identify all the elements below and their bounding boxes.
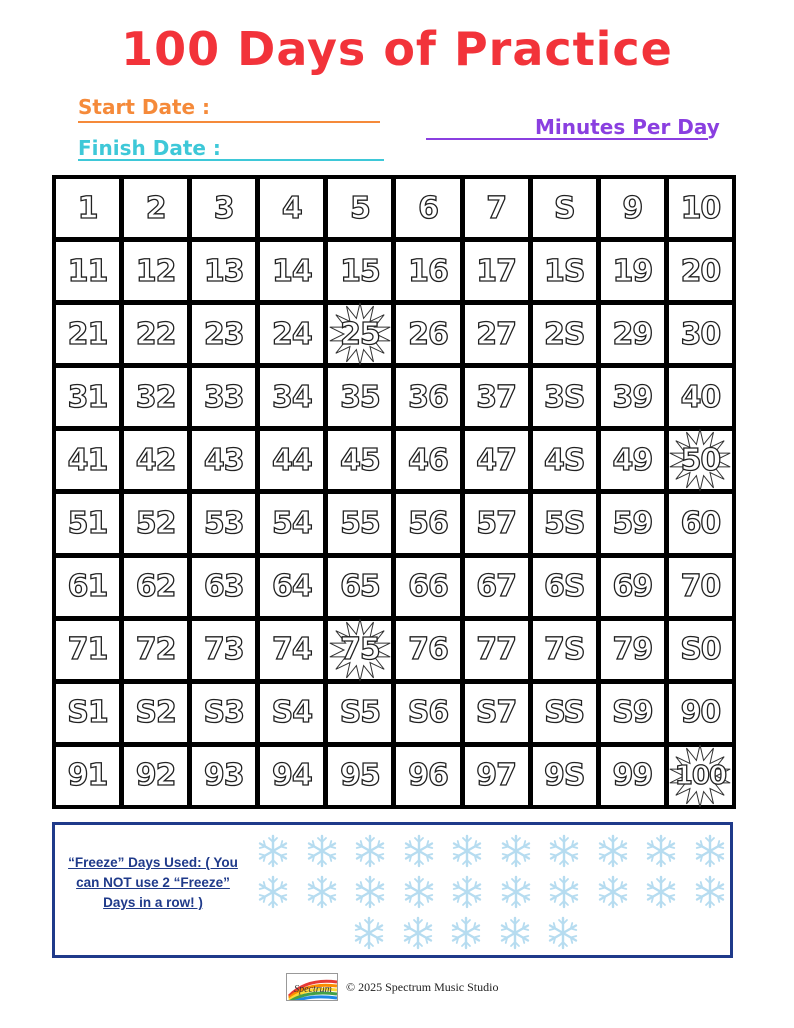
day-number: 71 (67, 632, 108, 668)
day-number: 52 (135, 506, 176, 542)
day-cell[interactable] (56, 747, 119, 805)
snowflake-icon[interactable] (256, 875, 290, 909)
day-cell[interactable] (533, 179, 596, 237)
start-date-label: Start Date : (78, 95, 211, 119)
day-cell[interactable] (669, 494, 732, 552)
snowflake-icon[interactable] (305, 875, 339, 909)
day-number: 21 (67, 316, 108, 352)
day-cell[interactable] (124, 684, 187, 742)
day-cell[interactable] (328, 558, 391, 616)
snowflake-icon[interactable] (693, 875, 727, 909)
day-cell[interactable] (56, 494, 119, 552)
day-cell[interactable] (328, 747, 391, 805)
day-cell[interactable] (192, 179, 255, 237)
day-cell[interactable] (328, 494, 391, 552)
day-number: 50 (680, 442, 721, 478)
day-cell[interactable] (601, 558, 664, 616)
day-number: 59 (612, 506, 653, 542)
day-cell[interactable] (465, 431, 528, 489)
day-number: 47 (476, 442, 517, 478)
snowflake-icon[interactable] (498, 916, 532, 950)
day-number: 9 (622, 190, 643, 226)
day-number: 24 (271, 316, 312, 352)
day-number: 3S (544, 379, 585, 415)
day-number: 13 (203, 253, 244, 289)
day-number: 4 (281, 190, 302, 226)
day-cell[interactable] (124, 368, 187, 426)
day-number: 91 (67, 758, 108, 794)
day-cell[interactable] (260, 558, 323, 616)
freeze-days-text: “Freeze” Days Used: ( You can NOT use 2 “Freeze” Days in a row! ) (68, 855, 238, 910)
day-number: 93 (203, 758, 244, 794)
day-cell[interactable] (601, 242, 664, 300)
snowflake-icon[interactable] (305, 834, 339, 868)
day-cell[interactable] (601, 179, 664, 237)
day-number: 7S (544, 632, 585, 668)
snowflake-icon[interactable] (693, 834, 727, 868)
day-cell[interactable] (260, 621, 323, 679)
day-cell[interactable] (56, 179, 119, 237)
snowflake-icon[interactable] (449, 916, 483, 950)
day-number: 36 (408, 379, 448, 415)
day-cell[interactable] (260, 494, 323, 552)
snowflake-icon[interactable] (596, 875, 630, 909)
day-number: 97 (476, 758, 517, 794)
day-cell[interactable] (192, 621, 255, 679)
day-number: 90 (680, 695, 721, 731)
day-cell[interactable] (533, 242, 596, 300)
day-cell[interactable] (396, 558, 459, 616)
day-number: 61 (67, 569, 108, 605)
day-number: S5 (339, 695, 381, 731)
day-number: 70 (680, 569, 721, 605)
day-cell[interactable] (124, 179, 187, 237)
day-cell[interactable] (396, 494, 459, 552)
day-number: 49 (612, 442, 653, 478)
start-date-line[interactable] (78, 121, 380, 123)
day-cell[interactable] (328, 684, 391, 742)
snowflake-icon[interactable] (547, 834, 581, 868)
day-number: S7 (475, 695, 517, 731)
minutes-per-day-label: Minutes Per Day (535, 115, 720, 139)
day-number: 12 (135, 253, 176, 289)
day-number: 42 (135, 442, 176, 478)
snowflake-icon[interactable] (499, 834, 533, 868)
day-number: S6 (407, 695, 449, 731)
day-cell[interactable] (396, 431, 459, 489)
day-number: S3 (203, 695, 244, 731)
day-number: SS (544, 695, 585, 731)
snowflake-icon[interactable] (644, 834, 678, 868)
day-cell[interactable] (328, 242, 391, 300)
day-number: 79 (612, 632, 653, 668)
day-cell[interactable] (328, 179, 391, 237)
day-cell[interactable] (328, 431, 391, 489)
studio-logo (286, 973, 338, 1001)
day-number: 32 (135, 379, 176, 415)
day-cell[interactable] (192, 368, 255, 426)
day-cell[interactable] (601, 684, 664, 742)
day-number: 57 (476, 506, 517, 542)
day-cell[interactable] (396, 684, 459, 742)
day-cell[interactable] (533, 305, 596, 363)
day-number: 45 (340, 442, 380, 478)
day-cell[interactable] (396, 621, 459, 679)
snowflake-icon[interactable] (353, 875, 387, 909)
day-number: 77 (476, 632, 517, 668)
day-number: 11 (67, 253, 108, 289)
day-number: 26 (408, 316, 448, 352)
snowflake-icon[interactable] (499, 875, 533, 909)
day-number: 43 (203, 442, 244, 478)
logo-text: Spectrum (294, 984, 332, 995)
day-number: 22 (135, 316, 176, 352)
footer (286, 973, 498, 1001)
day-cell[interactable] (601, 431, 664, 489)
day-cell[interactable] (260, 305, 323, 363)
day-number: 30 (680, 316, 721, 352)
day-cell[interactable] (192, 684, 255, 742)
day-number: 5S (544, 506, 585, 542)
snowflake-icon[interactable] (450, 834, 484, 868)
snowflake-icon[interactable] (353, 834, 387, 868)
day-cell[interactable] (601, 368, 664, 426)
day-number: 69 (612, 569, 653, 605)
day-cell[interactable] (328, 368, 391, 426)
day-number: 6S (544, 569, 585, 605)
day-cell[interactable] (465, 305, 528, 363)
day-number: 17 (476, 253, 517, 289)
day-cell[interactable] (192, 242, 255, 300)
day-number: 44 (271, 442, 312, 478)
day-cell[interactable] (56, 431, 119, 489)
snowflake-icon[interactable] (256, 834, 290, 868)
day-cell[interactable] (192, 558, 255, 616)
day-number: 5 (350, 190, 370, 226)
day-number: 37 (476, 379, 517, 415)
day-cell[interactable] (465, 684, 528, 742)
day-number: 2S (544, 316, 585, 352)
day-cell[interactable] (669, 621, 732, 679)
day-cell[interactable] (669, 431, 732, 489)
day-cell[interactable] (533, 431, 596, 489)
day-cell[interactable] (669, 305, 732, 363)
day-cell[interactable] (669, 684, 732, 742)
day-cell[interactable] (124, 305, 187, 363)
day-cell[interactable] (56, 621, 119, 679)
day-cell[interactable] (192, 305, 255, 363)
day-cell[interactable] (465, 621, 528, 679)
day-number: 76 (408, 632, 448, 668)
day-number: 46 (408, 442, 448, 478)
day-number: 23 (203, 316, 244, 352)
day-cell[interactable] (669, 558, 732, 616)
day-number: 16 (408, 253, 448, 289)
day-cell[interactable] (328, 305, 391, 363)
day-number: S2 (135, 695, 176, 731)
day-number: 4S (544, 442, 585, 478)
snowflake-icon[interactable] (596, 834, 630, 868)
day-cell[interactable] (260, 747, 323, 805)
finish-date-line[interactable] (78, 159, 384, 161)
day-number: 35 (340, 379, 380, 415)
day-number: 6 (418, 190, 438, 226)
day-cell[interactable] (192, 431, 255, 489)
day-number: 94 (271, 758, 312, 794)
day-cell[interactable] (260, 242, 323, 300)
day-cell[interactable] (396, 242, 459, 300)
day-number: 25 (340, 316, 380, 352)
day-cell[interactable] (465, 494, 528, 552)
day-cell[interactable] (192, 494, 255, 552)
day-cell[interactable] (396, 747, 459, 805)
day-number: 64 (271, 569, 312, 605)
day-number: 33 (203, 379, 244, 415)
day-cell[interactable] (669, 747, 732, 805)
finish-date-label: Finish Date : (78, 136, 221, 160)
day-cell[interactable] (533, 747, 596, 805)
day-cell[interactable] (260, 368, 323, 426)
day-number: 3 (213, 190, 234, 226)
day-cell[interactable] (669, 242, 732, 300)
day-number: 66 (408, 569, 448, 605)
day-number: 63 (203, 569, 244, 605)
day-cell[interactable] (396, 179, 459, 237)
day-cell[interactable] (533, 558, 596, 616)
day-number: 75 (340, 632, 380, 668)
day-cell[interactable] (533, 494, 596, 552)
day-number: 27 (476, 316, 517, 352)
day-number: 19 (612, 253, 653, 289)
day-cell[interactable] (533, 684, 596, 742)
day-cell[interactable] (260, 179, 323, 237)
day-number: 92 (135, 758, 176, 794)
day-cell[interactable] (124, 431, 187, 489)
day-number: 95 (340, 758, 380, 794)
day-cell[interactable] (601, 621, 664, 679)
rainbow-logo-icon (287, 974, 338, 1001)
day-number: 72 (135, 632, 176, 668)
snowflake-icon[interactable] (352, 916, 386, 950)
day-cell[interactable] (124, 242, 187, 300)
day-number: 54 (271, 506, 312, 542)
day-number: 74 (271, 632, 312, 668)
day-number: 96 (408, 758, 448, 794)
day-number: 62 (135, 569, 176, 605)
page-title: 100 Days of Practice (121, 22, 673, 76)
day-cell[interactable] (601, 747, 664, 805)
day-cell[interactable] (465, 179, 528, 237)
day-cell[interactable] (56, 305, 119, 363)
day-number: S0 (680, 632, 721, 668)
day-number: 9S (544, 758, 585, 794)
day-number: 99 (612, 758, 653, 794)
day-cell[interactable] (533, 368, 596, 426)
day-cell[interactable] (56, 558, 119, 616)
day-number: 1S (544, 253, 585, 289)
day-cell[interactable] (192, 747, 255, 805)
day-cell[interactable] (601, 494, 664, 552)
day-number: 39 (612, 379, 653, 415)
day-number: 2 (145, 190, 166, 226)
day-cell[interactable] (56, 242, 119, 300)
day-number: 67 (476, 569, 517, 605)
practice-grid (52, 175, 736, 809)
day-number: 65 (340, 569, 380, 605)
day-cell[interactable] (124, 558, 187, 616)
day-number: 34 (271, 379, 312, 415)
day-cell[interactable] (328, 621, 391, 679)
day-number: S1 (67, 695, 108, 731)
day-number: S9 (612, 695, 653, 731)
day-cell[interactable] (533, 621, 596, 679)
day-number: 20 (680, 253, 721, 289)
day-cell[interactable] (124, 621, 187, 679)
day-number: 73 (203, 632, 244, 668)
day-number: 41 (67, 442, 108, 478)
day-cell[interactable] (465, 242, 528, 300)
day-number: 7 (486, 190, 507, 226)
snowflake-icon[interactable] (546, 916, 580, 950)
day-cell[interactable] (396, 368, 459, 426)
day-cell[interactable] (56, 368, 119, 426)
day-number: S (553, 190, 575, 226)
day-cell[interactable] (465, 747, 528, 805)
day-cell[interactable] (669, 368, 732, 426)
day-cell[interactable] (124, 747, 187, 805)
day-number: 40 (680, 379, 721, 415)
day-cell[interactable] (465, 368, 528, 426)
snowflake-icon[interactable] (402, 834, 436, 868)
day-number: 55 (340, 506, 380, 542)
day-number: 14 (271, 253, 312, 289)
day-number: 51 (67, 506, 108, 542)
day-number: 31 (67, 379, 108, 415)
snowflake-icon[interactable] (547, 875, 581, 909)
day-cell[interactable] (396, 305, 459, 363)
day-number: 10 (680, 190, 721, 226)
day-number: 56 (408, 506, 448, 542)
day-number: S4 (271, 695, 313, 731)
snowflake-icon[interactable] (401, 916, 435, 950)
day-number: 100 (674, 760, 727, 791)
day-cell[interactable] (56, 684, 119, 742)
day-number: 60 (680, 506, 721, 542)
snowflake-icon[interactable] (644, 875, 678, 909)
day-number: 15 (340, 253, 380, 289)
snowflake-icon[interactable] (450, 875, 484, 909)
copyright-text: © 2025 Spectrum Music Studio (346, 979, 499, 994)
day-cell[interactable] (465, 558, 528, 616)
day-cell[interactable] (601, 305, 664, 363)
day-number: 53 (203, 506, 244, 542)
day-cell[interactable] (260, 431, 323, 489)
snowflake-icon[interactable] (402, 875, 436, 909)
day-number: 29 (612, 316, 653, 352)
day-cell[interactable] (124, 494, 187, 552)
day-number: 1 (77, 190, 98, 226)
day-cell[interactable] (669, 179, 732, 237)
freeze-days-box (52, 822, 733, 958)
day-cell[interactable] (260, 684, 323, 742)
